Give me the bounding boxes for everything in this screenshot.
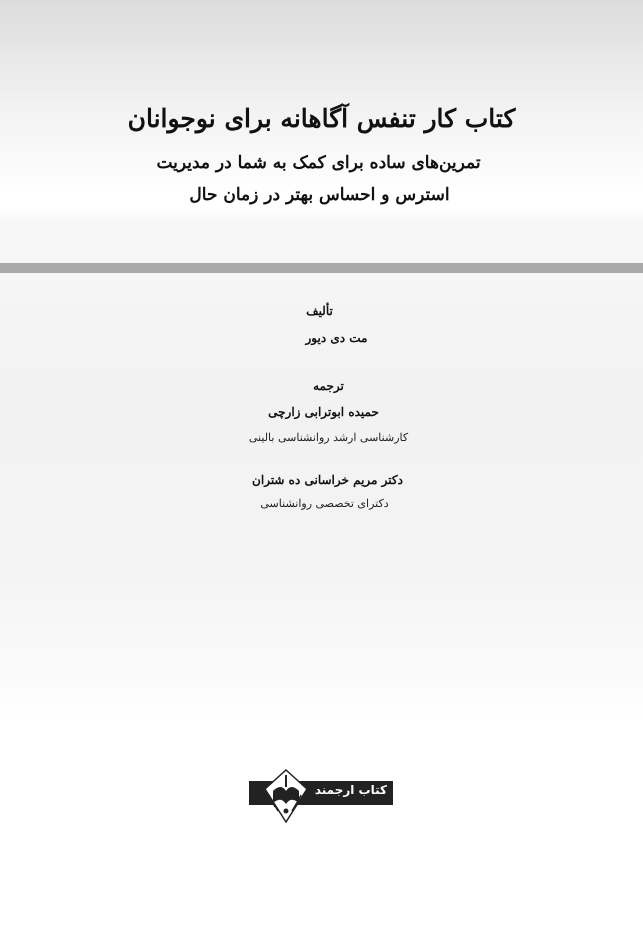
translator-1-name: حمیده ابوترابی زارچی: [268, 405, 379, 419]
book-subtitle-line-1: تمرین‌های ساده برای کمک به شما در مدیریت: [156, 153, 481, 173]
author-label: تألیف: [306, 304, 333, 318]
translator-2-name: دکتر مریم خراسانی ده شتران: [252, 473, 403, 487]
author-name: مت دی دیور: [305, 331, 368, 345]
publisher-name: کتاب ارجمند: [314, 783, 387, 797]
book-title: کتاب کار تنفس آگاهانه برای نوجوانان: [127, 104, 516, 133]
header-divider: [0, 263, 643, 273]
translator-1-credential: کارشناسی ارشد روانشناسی بالینی: [248, 431, 409, 444]
book-subtitle-line-2: استرس و احساس بهتر در زمان حال: [189, 185, 450, 205]
publisher-logo: [249, 769, 395, 823]
translator-2-credential: دکترای تخصصی روانشناسی: [260, 497, 389, 510]
translation-label: ترجمه: [313, 379, 344, 393]
book-pages-logo-icon: [263, 769, 309, 823]
